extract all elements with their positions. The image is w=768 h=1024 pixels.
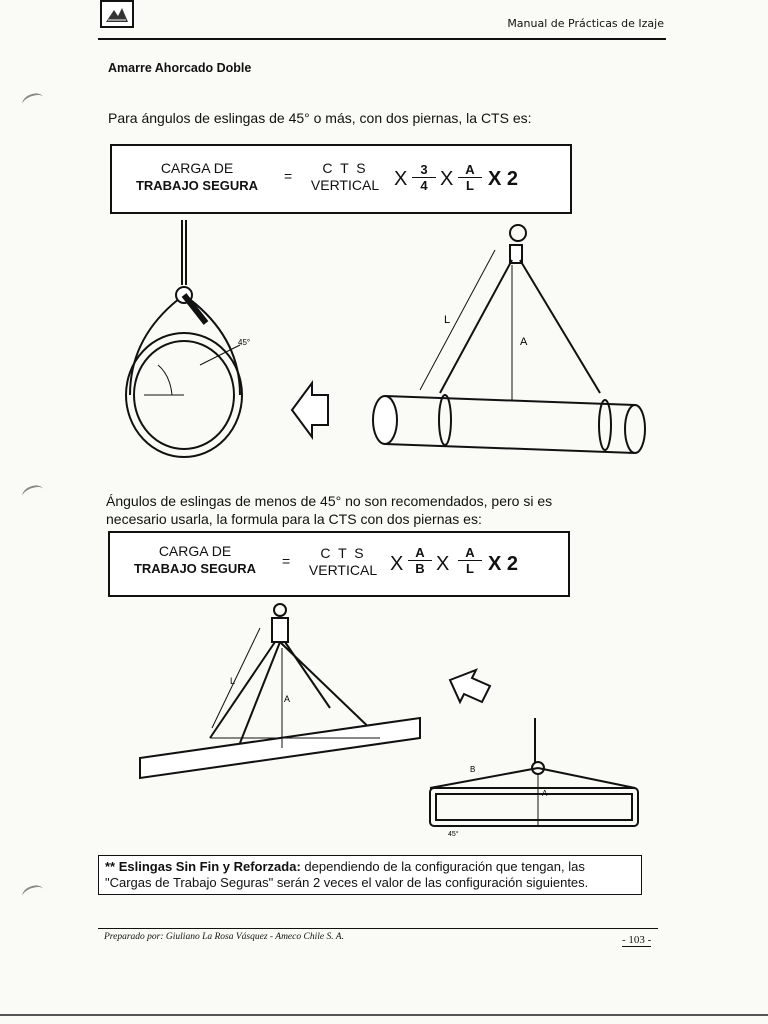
formula-times-2: X [436,553,450,575]
left-arrow-icon [292,383,328,437]
para2-line2: necesario usarla, la formula para la CTS con dos piernas es: [106,511,482,527]
angle-label: 45° [448,831,459,838]
length-label: L [230,676,236,686]
header-rule [98,38,666,40]
formula-equals: = [282,553,291,569]
box-section-view [430,718,638,826]
formula-vertical: VERTICAL [310,177,380,193]
footer-rule [98,928,658,929]
para2-line1: Ángulos de eslingas de menos de 45° no son recomendados, pero si es [106,493,553,509]
punch-mark [20,883,45,904]
formula-times-two: X 2 [488,168,519,190]
length-label: L [444,314,451,326]
bottom-rule [0,1014,768,1016]
choker-hitch-diagram [100,215,660,465]
punch-mark [20,91,45,112]
note-box [98,855,642,895]
fraction-numerator: A [458,545,482,561]
logo [100,0,134,28]
note-bold: ** Eslingas Sin Fin y Reforzada: [105,859,301,874]
header-title: Manual de Prácticas de Izaje [507,17,664,30]
fraction-numerator: 3 [412,162,436,178]
formula-lhs-line2: TRABAJO SEGURA [133,561,257,576]
note-line2: "Cargas de Trabajo Seguras" serán 2 veces el valor de las configuración siguientes. [105,875,589,890]
fraction-denominator: L [466,561,474,576]
punch-mark [20,483,45,504]
pipe-end-view [126,220,242,457]
footer-author: Preparado por: Giuliano La Rosa Vásquez - Ameco Chile S. A. [104,932,344,942]
fraction-denominator: 4 [420,178,428,193]
fraction-denominator: L [466,178,474,193]
formula-times-1: X [390,553,404,575]
fraction-denominator: B [415,561,425,576]
formula-box-1 [110,144,572,214]
plate-lift-diagram [130,598,670,848]
formula-lhs-line1: CARGA DE [158,543,232,559]
height-label: A [284,694,291,704]
plate-bridle-view [140,604,420,778]
note-text: dependiendo de la configuración que tengan, las [300,859,585,874]
pipe-bridle-view [373,225,645,453]
formula-cts: C T S [322,160,368,176]
formula-lhs-line1: CARGA DE [160,160,234,176]
page-number: - 103 - [622,934,652,946]
formula-times-2: X [440,168,454,190]
formula-equals: = [284,168,293,184]
section-title: Amarre Ahorcado Doble [108,61,252,75]
formula-vertical: VERTICAL [308,562,378,578]
intro-text: Para ángulos de eslingas de 45° o más, con dos piernas, la CTS es: [108,110,532,126]
formula-lhs-line2: TRABAJO SEGURA [135,178,259,193]
base-label: B [470,765,476,774]
fraction-numerator: A [408,545,432,561]
formula-box-2 [108,531,570,597]
down-right-arrow-icon [450,670,490,702]
fraction-numerator: A [458,162,482,178]
angle-label: 45° [238,338,251,347]
formula-times-two: X 2 [488,553,519,575]
formula-times-1: X [394,168,408,190]
height-label: A [520,336,528,348]
formula-cts: C T S [320,545,366,561]
height-label-2: A [542,789,548,798]
